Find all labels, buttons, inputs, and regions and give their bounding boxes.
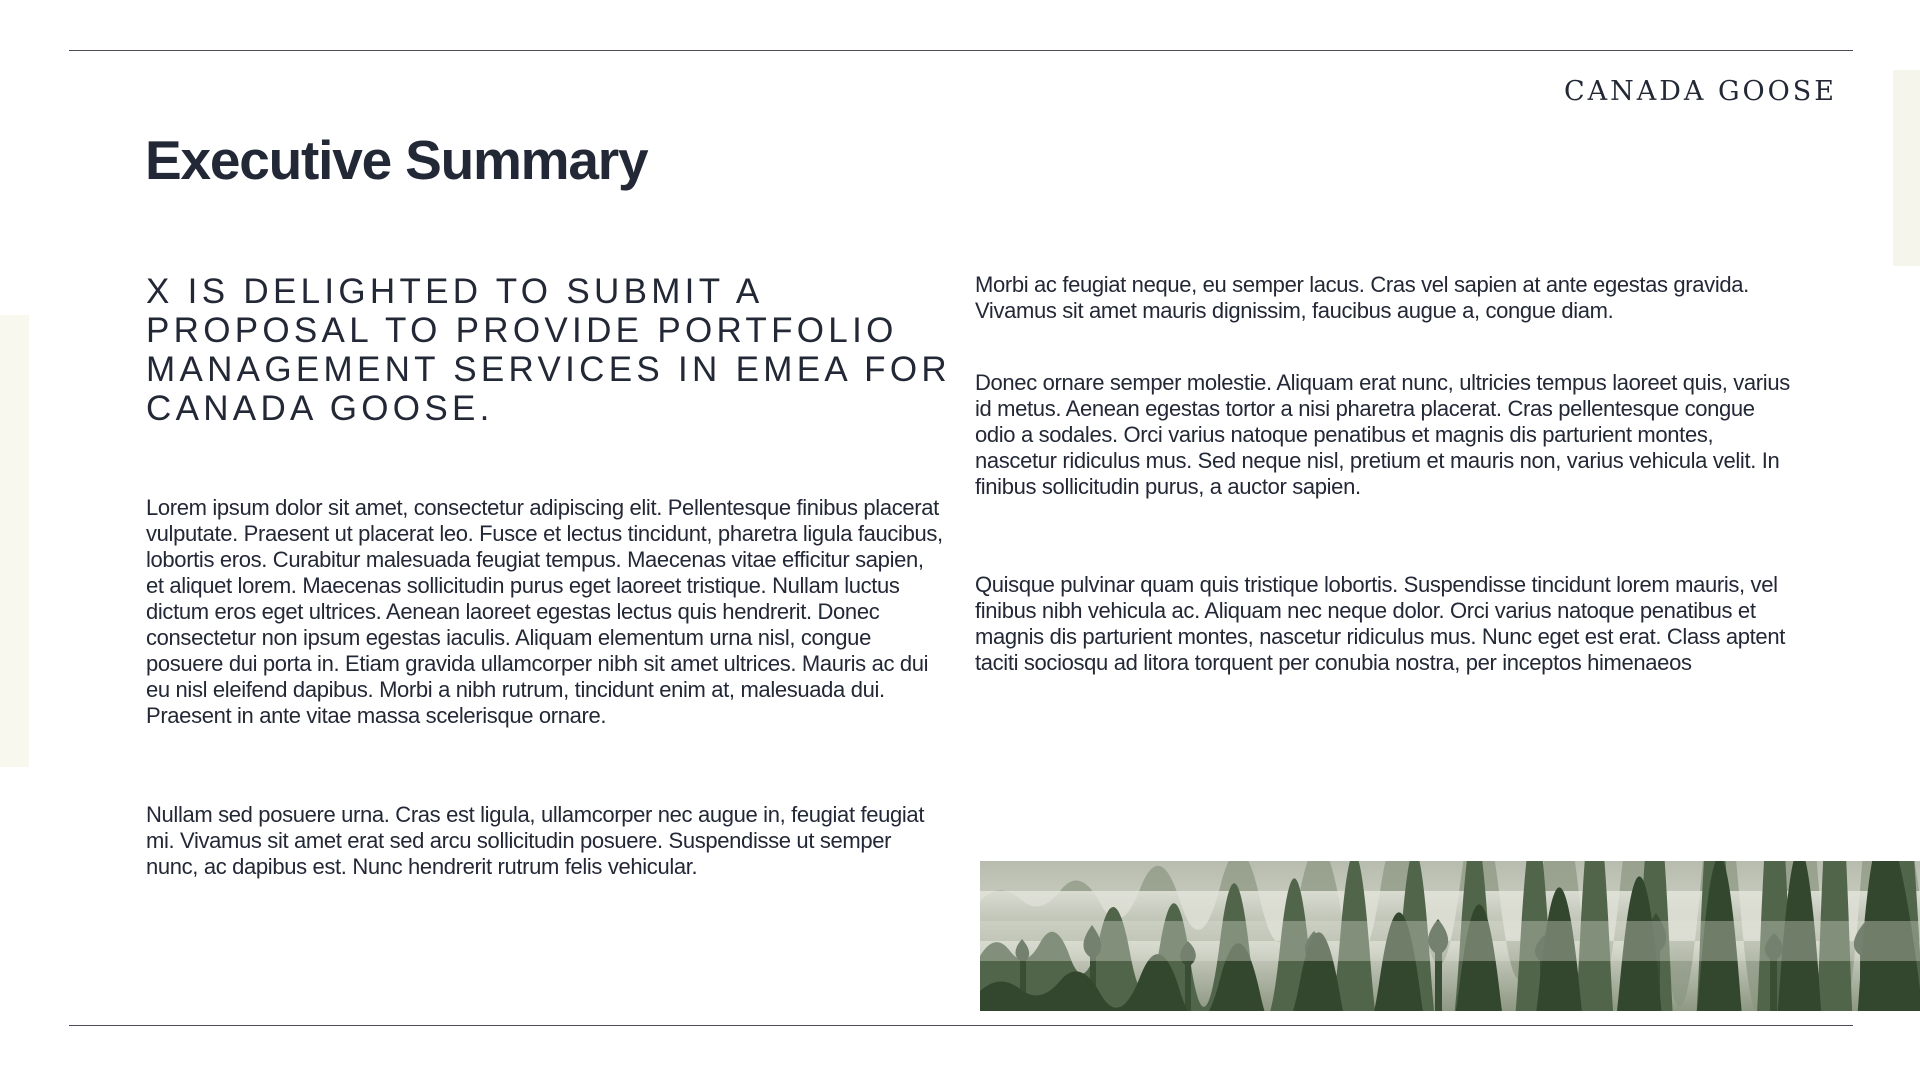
right-paragraph-2: Donec ornare semper molestie. Aliquam erat nunc, ultricies tempus laoreet quis, varius id metus. Aenean egestas tortor a nisi pharetra placerat. Cras pellentesque congue odio a sodales. Orci varius natoque penatibus et magnis dis parturient montes, nascetur ridiculus mus. Sed neque nisl, pretium et mauris non, varius vehicula velit. In finibus sollicitudin purus, a auctor sapien.	[975, 370, 1790, 499]
left-paragraph-2: Nullam sed posuere urna. Cras est ligula, ullamcorper nec augue in, feugiat feugiat mi. Vivamus sit amet erat sed arcu sollicitudin posuere. Suspendisse ut semper nunc, ac dapibus est. Nunc hendrerit rutrum felis vehicular.	[146, 802, 925, 879]
right-accent-panel	[1893, 70, 1920, 266]
proposal-tagline: X IS DELIGHTED TO SUBMIT A PROPOSAL TO PROVIDE PORTFOLIO MANAGEMENT SERVICES IN EMEA FOR CANADA GOOSE.	[146, 272, 951, 428]
right-paragraph-1: Morbi ac feugiat neque, eu semper lacus. Cras vel sapien at ante egestas gravida. Vivamus sit amet mauris dignissim, faucibus augue a, congue diam.	[975, 272, 1749, 323]
right-paragraph-3: Quisque pulvinar quam quis tristique lobortis. Suspendisse tincidunt lorem mauris, vel finibus nibh vehicula ac. Aliquam nec neque dolor. Orci varius natoque penatibus et magnis dis parturient montes, nascetur ridiculus mus. Nunc eget est erat. Class aptent taciti sociosqu ad litora torquent per conubia nostra, per inceptos himenaeos	[975, 572, 1785, 675]
bottom-divider	[69, 1025, 1853, 1026]
page-title: Executive Summary	[145, 129, 648, 191]
left-accent-panel	[0, 315, 29, 767]
left-paragraph-1: Lorem ipsum dolor sit amet, consectetur adipiscing elit. Pellentesque finibus placerat vulputate. Praesent ut placerat leo. Fusce et lectus tincidunt, pharetra ligula faucibus, lobortis eros. Curabitur malesuada feugiat tempus. Maecenas vitae efficitur sapien, et aliquet lorem. Maecenas sollicitudin purus eget laoreet tristique. Nullam luctus dictum eros eget ultrices. Aenean laoreet egestas lectus quis hendrerit. Donec consectetur non ipsum egestas iaculis. Aliquam elementum urna nisl, congue posuere dui porta in. Etiam gravida ullamcorper nibh sit amet ultrices. Mauris ac dui eu nisl eleifend dapibus. Morbi a nibh rutrum, tincidunt enim at, malesuada dui. Praesent in ante vitae massa scelerisque ornare.	[146, 495, 943, 728]
top-divider	[69, 50, 1853, 51]
misty-forest-image	[980, 861, 1920, 1011]
brand-logo: CANADA GOOSE	[1563, 76, 1837, 107]
